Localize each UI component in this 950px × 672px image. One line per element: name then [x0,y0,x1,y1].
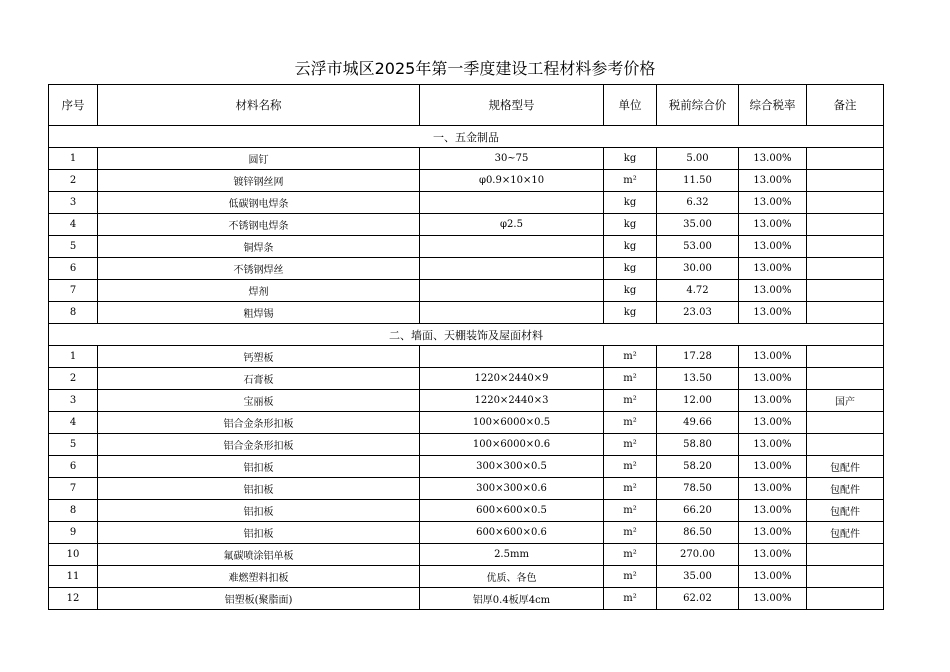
cell-note: 包配件 [807,456,884,478]
cell-name: 宝丽板 [98,390,420,412]
cell-price: 62.02 [657,588,739,610]
sheet-title: 云浮市城区2025年第一季度建设工程材料参考价格 [294,59,656,78]
table-row [49,544,884,566]
cell-note [807,192,884,214]
cell-spec: 2.5mm [420,544,604,566]
cell-note: 包配件 [807,478,884,500]
table-row [49,478,884,500]
cell-price: 58.80 [657,434,739,456]
cell-tax: 13.00% [739,566,807,588]
cell-seq: 4 [49,412,98,434]
cell-spec [420,280,604,302]
header-price: 税前综合价 [657,85,739,126]
header-row [49,85,884,126]
cell-note [807,214,884,236]
cell-note [807,170,884,192]
cell-spec [420,302,604,324]
cell-price: 49.66 [657,412,739,434]
cell-seq: 8 [49,500,98,522]
cell-seq: 6 [49,456,98,478]
cell-name: 低碳钢电焊条 [98,192,420,214]
cell-name: 铝扣板 [98,522,420,544]
cell-seq: 3 [49,192,98,214]
cell-tax: 13.00% [739,390,807,412]
cell-unit: kg [604,236,657,258]
cell-tax: 13.00% [739,588,807,610]
cell-tax: 13.00% [739,412,807,434]
section-row [49,126,884,148]
cell-unit: kg [604,258,657,280]
table-row [49,522,884,544]
cell-unit: m² [604,170,657,192]
cell-seq: 12 [49,588,98,610]
cell-name: 铝扣板 [98,478,420,500]
cell-unit: m² [604,346,657,368]
cell-note [807,280,884,302]
cell-name: 钙塑板 [98,346,420,368]
cell-unit: m² [604,478,657,500]
cell-note [807,346,884,368]
cell-name: 铝扣板 [98,500,420,522]
cell-price: 23.03 [657,302,739,324]
table-row [49,236,884,258]
cell-tax: 13.00% [739,456,807,478]
cell-spec [420,236,604,258]
section-row [49,324,884,346]
cell-unit: kg [604,214,657,236]
cell-tax: 13.00% [739,302,807,324]
table-body [49,126,884,610]
cell-name: 难燃塑料扣板 [98,566,420,588]
table-row [49,566,884,588]
cell-note: 包配件 [807,500,884,522]
cell-price: 78.50 [657,478,739,500]
cell-seq: 6 [49,258,98,280]
cell-spec: 优质、各色 [420,566,604,588]
cell-unit: m² [604,544,657,566]
cell-note [807,566,884,588]
cell-unit: m² [604,456,657,478]
cell-unit: m² [604,522,657,544]
table-row [49,258,884,280]
cell-tax: 13.00% [739,544,807,566]
cell-tax: 13.00% [739,236,807,258]
cell-note: 国产 [807,390,884,412]
cell-note [807,434,884,456]
cell-tax: 13.00% [739,522,807,544]
cell-note [807,368,884,390]
cell-price: 5.00 [657,148,739,170]
cell-note [807,258,884,280]
table-row [49,588,884,610]
cell-tax: 13.00% [739,434,807,456]
cell-price: 86.50 [657,522,739,544]
cell-name: 铜焊条 [98,236,420,258]
cell-seq: 1 [49,148,98,170]
cell-note: 包配件 [807,522,884,544]
cell-spec: 1220×2440×3 [420,390,604,412]
table-row [49,456,884,478]
cell-note [807,236,884,258]
cell-name: 铝合金条形扣板 [98,412,420,434]
cell-seq: 1 [49,346,98,368]
cell-name: 铝塑板(聚脂面) [98,588,420,610]
cell-spec: 30~75 [420,148,604,170]
cell-tax: 13.00% [739,170,807,192]
cell-price: 35.00 [657,214,739,236]
cell-spec [420,258,604,280]
cell-unit: m² [604,390,657,412]
price-table [48,84,884,610]
cell-name: 焊剂 [98,280,420,302]
cell-price: 12.00 [657,390,739,412]
table-row [49,170,884,192]
cell-name: 圆钉 [98,148,420,170]
cell-spec: 300×300×0.6 [420,478,604,500]
cell-spec: φ2.5 [420,214,604,236]
cell-unit: kg [604,302,657,324]
cell-spec: 300×300×0.5 [420,456,604,478]
table-row [49,412,884,434]
cell-unit: kg [604,192,657,214]
cell-spec: 铝厚0.4板厚4cm [420,588,604,610]
cell-note [807,412,884,434]
cell-tax: 13.00% [739,148,807,170]
cell-spec [420,346,604,368]
header-unit: 单位 [604,85,657,126]
section-title: 二、墙面、天棚装饰及屋面材料 [49,324,884,346]
cell-unit: m² [604,434,657,456]
cell-price: 11.50 [657,170,739,192]
cell-name: 镀锌钢丝网 [98,170,420,192]
cell-unit: m² [604,412,657,434]
cell-seq: 2 [49,170,98,192]
cell-unit: m² [604,368,657,390]
table-row [49,390,884,412]
cell-price: 35.00 [657,566,739,588]
cell-note [807,588,884,610]
cell-note [807,148,884,170]
cell-seq: 9 [49,522,98,544]
cell-spec: 600×600×0.6 [420,522,604,544]
table-row [49,302,884,324]
cell-tax: 13.00% [739,258,807,280]
table-row [49,192,884,214]
cell-seq: 8 [49,302,98,324]
cell-spec: 100×6000×0.5 [420,412,604,434]
cell-spec [420,192,604,214]
cell-spec: 600×600×0.5 [420,500,604,522]
cell-price: 17.28 [657,346,739,368]
header-spec: 规格型号 [420,85,604,126]
cell-seq: 2 [49,368,98,390]
cell-name: 不锈钢焊丝 [98,258,420,280]
table-row [49,214,884,236]
cell-tax: 13.00% [739,478,807,500]
cell-price: 4.72 [657,280,739,302]
cell-seq: 4 [49,214,98,236]
cell-spec: φ0.9×10×10 [420,170,604,192]
cell-seq: 7 [49,280,98,302]
cell-tax: 13.00% [739,500,807,522]
header-note: 备注 [807,85,884,126]
cell-unit: m² [604,566,657,588]
cell-price: 66.20 [657,500,739,522]
cell-tax: 13.00% [739,214,807,236]
cell-seq: 3 [49,390,98,412]
table-row [49,148,884,170]
cell-tax: 13.00% [739,346,807,368]
cell-price: 53.00 [657,236,739,258]
cell-seq: 5 [49,434,98,456]
cell-note [807,302,884,324]
cell-price: 13.50 [657,368,739,390]
cell-tax: 13.00% [739,192,807,214]
cell-unit: m² [604,588,657,610]
section-title: 一、五金制品 [49,126,884,148]
cell-price: 270.00 [657,544,739,566]
cell-spec: 1220×2440×9 [420,368,604,390]
table-row [49,500,884,522]
header-seq: 序号 [49,85,98,126]
cell-name: 不锈钢电焊条 [98,214,420,236]
cell-name: 石膏板 [98,368,420,390]
cell-price: 30.00 [657,258,739,280]
table-row [49,434,884,456]
cell-seq: 7 [49,478,98,500]
cell-price: 6.32 [657,192,739,214]
cell-seq: 10 [49,544,98,566]
table-row [49,346,884,368]
cell-unit: kg [604,148,657,170]
cell-seq: 11 [49,566,98,588]
cell-note [807,544,884,566]
cell-name: 粗焊锡 [98,302,420,324]
header-tax: 综合税率 [739,85,807,126]
cell-seq: 5 [49,236,98,258]
cell-tax: 13.00% [739,280,807,302]
table-row [49,368,884,390]
cell-name: 铝合金条形扣板 [98,434,420,456]
table-row [49,280,884,302]
cell-tax: 13.00% [739,368,807,390]
cell-unit: m² [604,500,657,522]
header-name: 材料名称 [98,85,420,126]
cell-name: 铝扣板 [98,456,420,478]
cell-price: 58.20 [657,456,739,478]
cell-name: 氟碳喷涂铝单板 [98,544,420,566]
cell-unit: kg [604,280,657,302]
cell-spec: 100×6000×0.6 [420,434,604,456]
